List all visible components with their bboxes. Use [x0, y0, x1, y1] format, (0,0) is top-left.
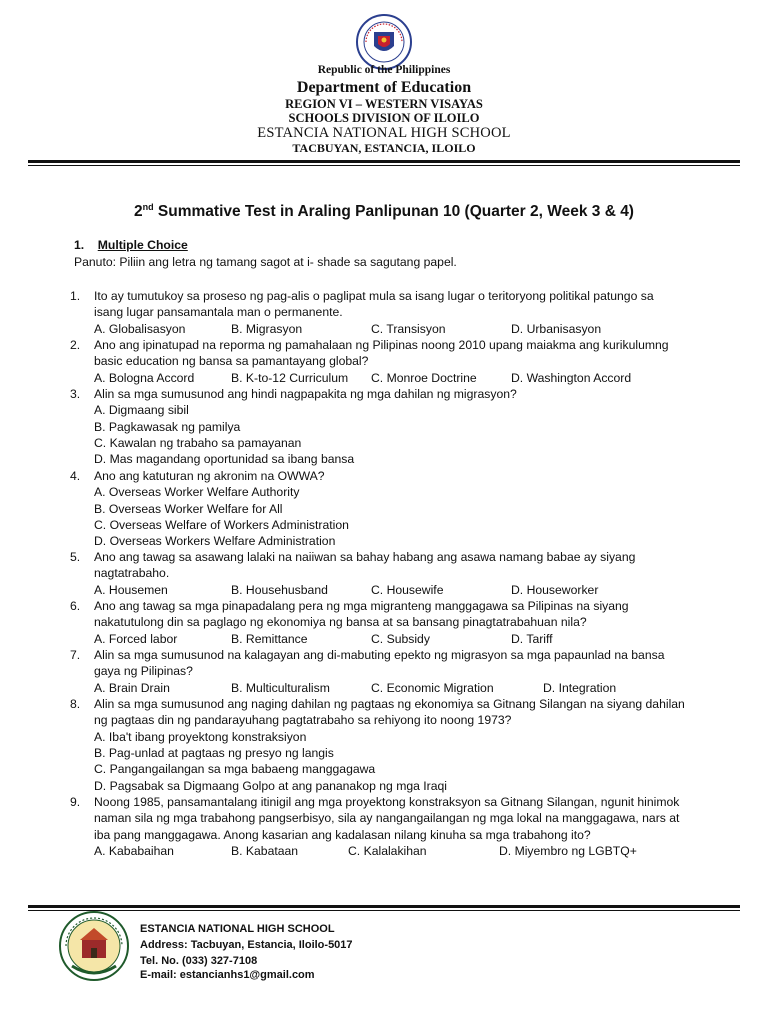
- question-text-line: Ano ang katuturan ng akronim na OWWA?: [94, 469, 325, 483]
- answer-option[interactable]: C. Kalalakihan: [348, 843, 427, 858]
- region-line: REGION VI – WESTERN VISAYAS: [285, 97, 483, 111]
- question-text-line: Noong 1985, pansamantalang itinigil ang mga proyektong konstraksyon sa Gitnang Silangan, ngunit hinimok: [94, 795, 680, 809]
- answer-option[interactable]: A. Overseas Worker Welfare Authority: [94, 485, 300, 500]
- answer-option[interactable]: C. Housewife: [371, 582, 444, 597]
- footer-divider-thin: [28, 910, 740, 911]
- answer-option[interactable]: A. Bologna Accord: [94, 370, 195, 385]
- question-text-line: Ano ang tawag sa asawang lalaki na naiiwan sa bahay habang ang asawa namang babae ay siyang: [94, 550, 636, 564]
- answer-option[interactable]: D. Overseas Workers Welfare Administration: [94, 534, 336, 549]
- footer-school-name: ESTANCIA NATIONAL HIGH SCHOOL: [140, 923, 335, 935]
- answer-option[interactable]: B. Pag-unlad at pagtaas ng presyo ng langis: [94, 745, 334, 760]
- section-number: 1.: [74, 238, 85, 252]
- question-text-line: basic education ng bansa sa pamantayang global?: [94, 354, 369, 369]
- answer-option[interactable]: A. Globalisasyon: [94, 321, 186, 336]
- answer-option[interactable]: B. Remittance: [231, 631, 308, 646]
- answer-option[interactable]: D. Miyembro ng LGBTQ+: [499, 843, 637, 858]
- question-text-line: nakatutulong din sa paglago ng ekonomiya ng bansa at sa bansang pinagtatrabahuan nila?: [94, 615, 587, 630]
- school-address: TACBUYAN, ESTANCIA, ILOILO: [292, 141, 476, 155]
- question-text-line: Ano ang tawag sa mga pinapadalang pera ng mga migranteng manggagawa sa Pilipinas na siyang: [94, 599, 629, 613]
- question-text-line: Ito ay tumutukoy sa proseso ng pag-alis o paglipat mula sa isang lugar o teritoryong politikal patungo sa: [94, 289, 654, 303]
- answer-option[interactable]: C. Monroe Doctrine: [371, 370, 477, 385]
- answer-option[interactable]: A. Kababaihan: [94, 843, 174, 858]
- answer-option[interactable]: D. Washington Accord: [511, 370, 632, 385]
- question-text-line: iba pang manggagawa. Anong kasarian ang kadalasan nilang kinuha sa mga trabahong ito?: [94, 827, 591, 842]
- answer-option[interactable]: C. Pangangailangan sa mga babaeng manggagawa: [94, 762, 376, 777]
- question-number: 2.: [70, 338, 81, 352]
- answer-option[interactable]: C. Kawalan ng trabaho sa pamayanan: [94, 435, 302, 450]
- answer-option[interactable]: B. K-to-12 Curriculum: [231, 370, 349, 385]
- question-text-line: ng pagtaas din ng pandarayuhang pagtatrabaho sa rehiyong ito noong 1973?: [94, 713, 512, 728]
- division-line: SCHOOLS DIVISION OF ILOILO: [288, 111, 480, 125]
- footer-telephone: Tel. No. (033) 327-7108: [140, 955, 258, 967]
- answer-option[interactable]: A. Forced labor: [94, 631, 178, 646]
- question-number: 9.: [70, 795, 81, 809]
- answer-option[interactable]: D. Mas magandang oportunidad sa ibang bansa: [94, 452, 355, 467]
- question-number: 8.: [70, 697, 81, 711]
- answer-option[interactable]: B. Multiculturalism: [231, 680, 330, 695]
- question-text-line: Alin sa mga sumusunod ang hindi nagpapakita ng mga dahilan ng migrasyon?: [94, 387, 517, 401]
- deped-seal-icon: [356, 14, 412, 70]
- answer-option[interactable]: D. Urbanisasyon: [511, 321, 602, 336]
- answer-option[interactable]: B. Overseas Worker Welfare for All: [94, 501, 283, 516]
- test-title: [0, 202, 768, 221]
- instructions: Panuto: Piliin ang letra ng tamang sagot at i- shade sa sagutang papel.: [74, 255, 457, 269]
- question-number: 7.: [70, 648, 81, 662]
- question-text-line: naman sila ng mga trabahong pangserbisyo, sila ay nangangailangan ng mga lokal na manggagawa, nars at: [94, 811, 680, 826]
- answer-option[interactable]: C. Economic Migration: [371, 680, 494, 695]
- question-number: 4.: [70, 469, 81, 483]
- answer-option[interactable]: D. Houseworker: [511, 582, 599, 597]
- question-number: 6.: [70, 599, 81, 613]
- answer-option[interactable]: D. Integration: [543, 680, 617, 695]
- answer-option[interactable]: B. Migrasyon: [231, 321, 303, 336]
- header-divider: [28, 160, 740, 163]
- answer-option[interactable]: B. Kabataan: [231, 843, 299, 858]
- answer-option[interactable]: D. Tariff: [511, 631, 553, 646]
- question-text-line: Alin sa mga sumusunod na kalagayan ang di-mabuting epekto ng migrasyon sa mga papaunlad na bansa: [94, 648, 665, 662]
- footer-address: Address: Tacbuyan, Estancia, Iloilo-5017: [140, 939, 353, 951]
- footer-email: E-mail: estancianhs1@gmail.com: [140, 969, 315, 981]
- question-text-line: isang lugar pansamantala man o permanente.: [94, 305, 343, 320]
- answer-option[interactable]: A. Digmaang sibil: [94, 403, 189, 418]
- question-number: 3.: [70, 387, 81, 401]
- department-name: Department of Education: [296, 79, 472, 96]
- question-number: 5.: [70, 550, 81, 564]
- school-logo-icon: [58, 910, 130, 982]
- section-name: Multiple Choice: [97, 238, 188, 252]
- question-text-line: Alin sa mga sumusunod ang naging dahilan ng pagtaas ng ekonomiya sa Gitnang Silangan na siyang dahilan: [94, 697, 685, 711]
- answer-option[interactable]: A. Iba't ibang proyektong konstraksiyon: [94, 729, 307, 744]
- answer-option[interactable]: A. Housemen: [94, 582, 168, 597]
- section-heading: [74, 238, 188, 252]
- question-number: 1.: [70, 289, 81, 303]
- answer-option[interactable]: C. Subsidy: [371, 631, 430, 646]
- footer-divider: [28, 905, 740, 908]
- school-name: ESTANCIA NATIONAL HIGH SCHOOL: [257, 125, 511, 141]
- title-ordinal-suffix: nd: [142, 202, 154, 212]
- title-text: Summative Test in Araling Panlipunan 10 (Quarter 2, Week 3 & 4): [153, 203, 634, 221]
- header-divider-thin: [28, 165, 740, 166]
- answer-option[interactable]: A. Brain Drain: [94, 680, 170, 695]
- answer-option[interactable]: D. Pagsabak sa Digmaang Golpo at ang pananakop ng mga Iraqi: [94, 778, 447, 793]
- republic-line: Republic of the Philippines: [317, 64, 451, 76]
- answer-option[interactable]: B. Pagkawasak ng pamilya: [94, 419, 241, 434]
- question-text-line: nagtatrabaho.: [94, 566, 170, 581]
- answer-option[interactable]: C. Transisyon: [371, 321, 446, 336]
- question-text-line: Ano ang ipinatupad na reporma ng pamahalaan ng Pilipinas noong 2010 upang maiakma ang kurikulumng: [94, 338, 669, 352]
- question-text-line: gaya ng Pilipinas?: [94, 664, 193, 679]
- answer-option[interactable]: B. Househusband: [231, 582, 328, 597]
- answer-option[interactable]: C. Overseas Welfare of Workers Administration: [94, 517, 349, 532]
- title-ordinal: 2: [134, 203, 143, 221]
